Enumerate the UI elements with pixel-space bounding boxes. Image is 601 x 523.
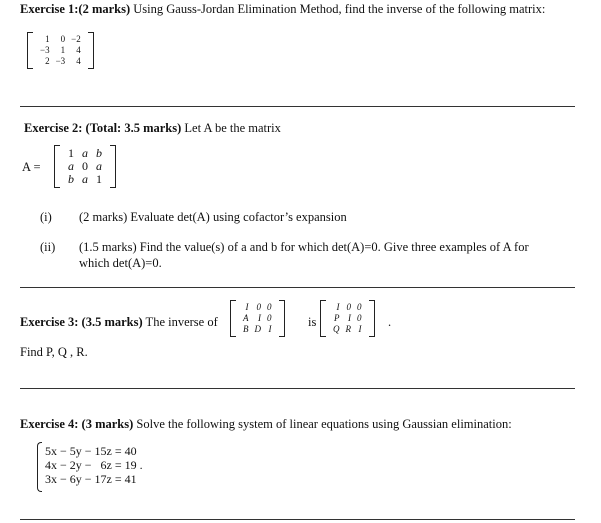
part-ii-text-line2: which det(A)=0. xyxy=(79,256,162,270)
exercise-2-heading: Exercise 2: (Total: 3.5 marks) xyxy=(24,121,182,135)
matrix-cell: a xyxy=(82,146,88,160)
equation-system xyxy=(45,444,143,486)
exercise-1-matrix xyxy=(27,32,94,69)
matrix-cell: 0 xyxy=(60,34,66,44)
matrix-cell: 0 xyxy=(256,302,261,312)
matrix-cell: I xyxy=(268,324,272,334)
exercise-3-find: Find P, Q , R. xyxy=(20,345,88,359)
matrix-cell: I xyxy=(336,302,340,312)
matrix-cell: b xyxy=(68,172,74,186)
matrix-a-label: A = xyxy=(22,160,41,174)
matrix-cell: −2 xyxy=(71,34,81,44)
exercise-3-text: The inverse of xyxy=(142,315,218,329)
is-word: is xyxy=(308,315,317,329)
matrix-cell: P xyxy=(334,313,340,323)
divider xyxy=(20,519,575,520)
divider xyxy=(20,388,575,389)
matrix-entries xyxy=(60,145,110,188)
matrix-cell: B xyxy=(243,324,249,334)
right-bracket xyxy=(279,300,285,337)
matrix-cell: 0 xyxy=(267,313,272,323)
exercise-4-text: Solve the following system of linear equations using Gaussian elimination: xyxy=(133,417,512,431)
matrix-cell: 1 xyxy=(45,34,50,44)
matrix-entries xyxy=(236,300,279,337)
matrix-cell: a xyxy=(68,159,74,173)
matrix-cell: 1 xyxy=(96,172,102,186)
exercise-2-text: Let A be the matrix xyxy=(181,121,281,135)
matrix-cell: I xyxy=(348,313,351,323)
matrix-cell: 0 xyxy=(267,302,272,312)
part-ii-text-line1: (1.5 marks) Find the value(s) of a and b for which det(A)=0. Give three examples of A for xyxy=(79,240,529,254)
matrix-cell: 0 xyxy=(357,302,362,312)
matrix-cell: a xyxy=(96,159,102,173)
divider xyxy=(20,106,575,107)
matrix-a xyxy=(54,145,116,188)
matrix-cell: 1 xyxy=(60,45,66,55)
part-i-text: (2 marks) Evaluate det(A) using cofactor’s expansion xyxy=(79,210,347,224)
part-ii-number: (ii) xyxy=(40,240,56,254)
equation-3: 3x − 6y − 17z = 41 xyxy=(45,472,137,486)
exercise-2-prompt xyxy=(24,121,281,136)
exercise-1-text: Using Gauss-Jordan Elimination Method, find the inverse of the following matrix: xyxy=(130,2,546,16)
matrix-entries xyxy=(33,32,88,69)
matrix-cell: b xyxy=(96,146,102,160)
right-bracket xyxy=(110,145,116,188)
matrix-cell: 1 xyxy=(68,146,74,160)
equation-2: 4x − 2y − 6z = 19 . xyxy=(45,458,143,472)
matrix-cell: a xyxy=(82,172,88,186)
matrix-cell: 0 xyxy=(346,302,351,312)
equation-1: 5x − 5y − 15z = 40 xyxy=(45,444,137,458)
matrix-entries xyxy=(326,300,369,337)
matrix-cell: 2 xyxy=(45,56,50,66)
matrix-cell: A xyxy=(243,313,249,323)
right-bracket xyxy=(88,32,94,69)
period: . xyxy=(388,315,392,329)
exercise-1-heading: Exercise 1:(2 marks) xyxy=(20,2,131,16)
matrix-cell: I xyxy=(245,302,249,312)
block-matrix-1 xyxy=(230,300,285,337)
exercise-3-heading: Exercise 3: (3.5 marks) xyxy=(20,315,143,329)
divider xyxy=(20,287,575,288)
matrix-cell: R xyxy=(345,324,351,334)
matrix-cell: Q xyxy=(333,324,340,334)
exercise-1-prompt xyxy=(20,2,545,17)
exercise-4-prompt xyxy=(20,417,512,432)
system-brace xyxy=(37,442,42,492)
matrix-cell: 4 xyxy=(76,56,81,66)
matrix-cell: 0 xyxy=(357,313,362,323)
part-i-number: (i) xyxy=(40,210,52,224)
exercise-4-heading: Exercise 4: (3 marks) xyxy=(20,417,134,431)
matrix-cell: 0 xyxy=(82,159,88,173)
matrix-cell: I xyxy=(258,313,261,323)
exercise-3-prompt xyxy=(20,315,218,330)
matrix-cell: I xyxy=(358,324,362,334)
right-bracket xyxy=(369,300,375,337)
matrix-cell: −3 xyxy=(55,56,66,66)
matrix-cell: −3 xyxy=(40,45,50,55)
block-matrix-2 xyxy=(320,300,375,337)
matrix-cell: D xyxy=(254,324,261,334)
matrix-cell: 4 xyxy=(76,45,81,55)
